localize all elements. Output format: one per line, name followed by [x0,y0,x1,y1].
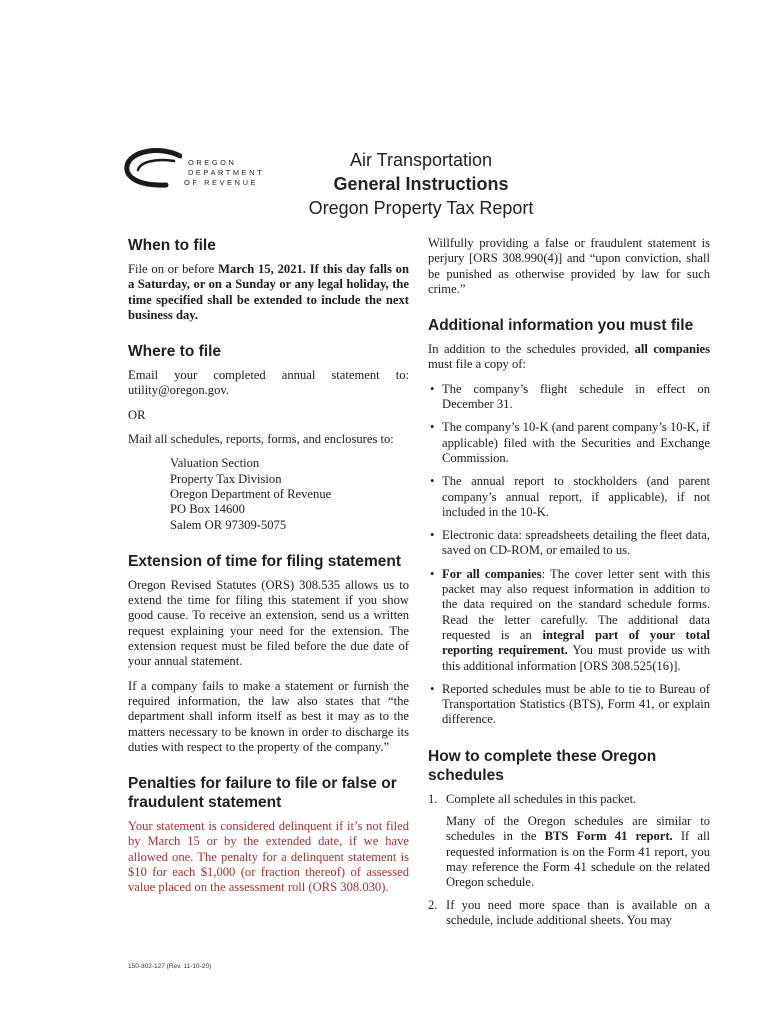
steps-list [428,792,710,928]
address-line: Property Tax Division [170,471,282,486]
additional-info-intro [428,342,710,373]
penalties-section [128,774,409,895]
logo-text-line2: DEPARTMENT [188,168,265,177]
list-item: • The company’s flight schedule in effect on December 31. [428,382,710,413]
right-column [428,236,710,947]
step-item [428,792,710,891]
perjury-paragraph: Willfully providing a false or fraudulent statement is perjury [ORS 308.990(4)] and “upon conviction, shall be punished as otherwise provided by law for such crime.” [428,236,710,296]
step-sub-tail: If all requested information is on the Form 41 report, you may reference the Form 41 schedule on the related Oregon schedule. [446,829,710,890]
list-item: • Reported schedules must be able to tie to Bureau of Transportation Statistics (BTS), Form 41, or explain difference. [428,682,710,728]
address-line: Valuation Section [170,456,260,471]
when-to-file-deadline: March 15, 2021. If this day falls on a Saturday, or on a Sunday or any legal holiday, the time specified shall be extended to include the next business day. [128,262,409,322]
extension-paragraph-2: If a company fails to make a statement or furnish the required information, the law also states that “the department shall inform itself as best it may as to the matters necessary to be known in order to discharge its duties with respect to the property of the company.” [128,678,409,754]
step-text: If you need more space than is available on a schedule, include additional sheets. You may [446,897,710,927]
all-companies-label: For all companies [442,566,542,581]
additional-info-heading: Additional information you must file [428,317,694,335]
cover-letter-text: : The cover letter sent with this packet may also request information in addition to the data required on the standard schedule forms. Read the letter carefully. The additional data requested is an [442,566,711,642]
step-number: 2. [428,897,438,912]
or-text: OR [128,407,146,422]
when-to-file-heading: When to file [128,237,216,254]
step-subparagraph [446,814,710,890]
address-line: Oregon Department of Revenue [170,486,332,501]
email-instruction: Email your completed annual statement to: utility@oregon.gov. [128,368,409,398]
document-header [262,148,580,221]
mailing-address [128,456,409,532]
how-to-complete-section [428,747,710,928]
where-to-file-heading: Where to file [128,343,222,361]
list-item [428,567,710,674]
logo-swoosh-icon [122,148,182,194]
where-to-file-section [128,342,409,533]
step-number: 1. [428,791,438,806]
list-item: • The company’s 10-K (and parent company’s 10-K, if applicable) filed with the Securities and Exchange Commission. [428,420,710,466]
when-to-file-text-lead: File on or before [128,262,219,276]
bts-form-41-text: BTS Form 41 report. [544,829,673,844]
list-item: • Electronic data: spreadsheets detailing the fleet data, saved on CD-ROM, or emailed to us. [428,528,710,559]
step-text: Complete all schedules in this packet. [446,791,637,806]
when-to-file-text [128,262,409,323]
form-number: 150-302-127 (Rev. 11-10-20) [128,963,212,970]
when-to-file-section [128,236,409,323]
list-item: • The annual report to stockholders (and parent company’s annual report, if applicable), if not included in the 10-K. [428,474,710,520]
address-line: PO Box 14600 [170,502,245,517]
penalties-heading: Penalties for failure to file or false or fraudulent statement [128,775,397,812]
mail-instruction: Mail all schedules, reports, forms, and enclosures to: [128,432,394,447]
extension-paragraph-1: Oregon Revised Statutes (ORS) 308.535 allows us to extend the time for filing this statement if you show good cause. To receive an extension, send us a written request explaining your need for the extension. The extension request must be filed before the due date of your annual statement. [128,577,409,669]
additional-intro-bold: all companies [634,342,710,357]
additional-intro-tail: must file a copy of: [428,357,526,372]
penalties-paragraph: Your statement is considered delinquent if it’s not filed by March 15 or by the extended date, if we have allowed one. The penalty for a delinquent statement is $10 for each $1,000 (or fraction thereof) of assessed value placed on the assessment roll (ORS 308.030). [128,819,409,895]
address-line: Salem OR 97309-5075 [170,517,287,532]
cover-letter-tail: You must provide us with this additional information [ORS 308.525(16)]. [442,643,710,673]
left-column [128,236,409,915]
step-item [428,898,710,929]
additional-intro-lead: In addition to the schedules provided, [428,342,635,357]
extension-heading: Extension of time for filing statement [128,552,401,570]
required-documents-list [428,382,710,728]
header-line1: Air Transportation [349,150,493,170]
logo-text-line1: OREGON [188,158,237,167]
header-line3: Oregon Property Tax Report [308,198,534,218]
perjury-section [428,236,710,297]
additional-info-section [428,316,710,728]
header-title: General Instructions [333,174,509,194]
logo-text-line3: OF REVENUE [184,178,259,187]
how-to-complete-heading: How to complete these Oregon schedules [428,747,657,784]
integral-part-text: integral part of your total reporting requirement. [442,627,710,658]
extension-section [128,552,409,755]
department-logo [122,148,265,198]
step-sub-lead: Many of the Oregon schedules are similar to schedules in the [446,814,710,844]
